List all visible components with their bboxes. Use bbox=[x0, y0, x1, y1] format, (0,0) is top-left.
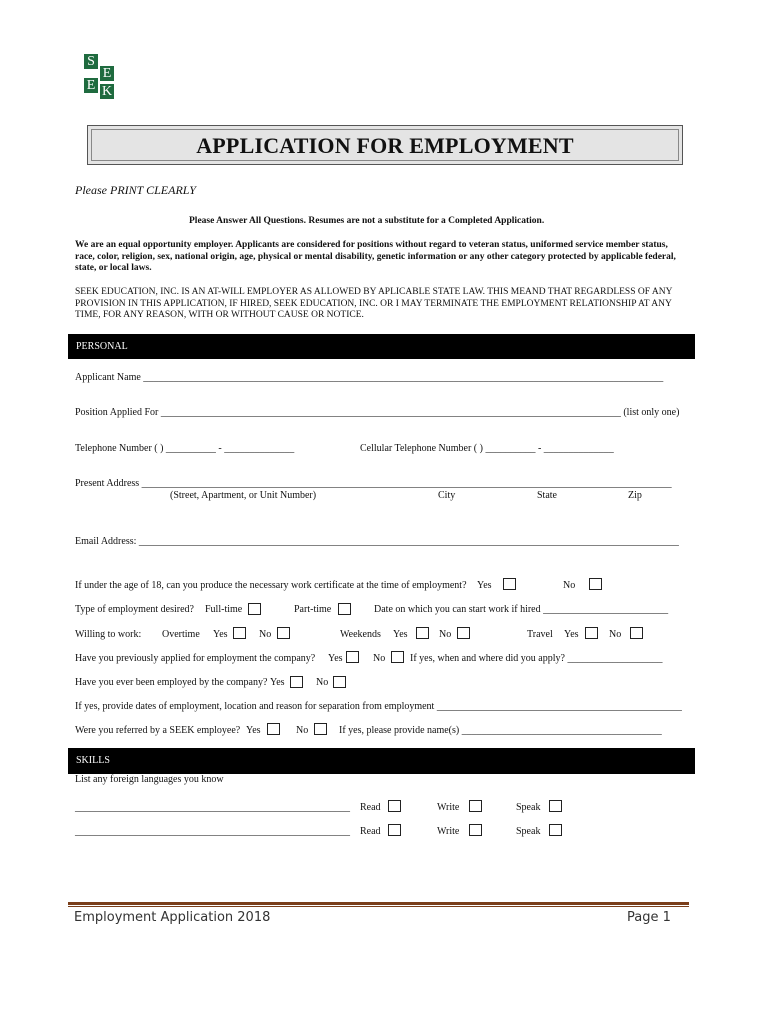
under-18-no-checkbox[interactable] bbox=[589, 578, 602, 590]
print-note: Please PRINT CLEARLY bbox=[75, 183, 196, 197]
applied-before-no-label: No bbox=[373, 653, 386, 664]
write-label-1: Write bbox=[437, 802, 460, 813]
employment-type-label: Type of employment desired? bbox=[75, 604, 194, 615]
weekends-no-label: No bbox=[439, 629, 452, 640]
write-checkbox-1[interactable] bbox=[469, 800, 482, 812]
logo-letter-s: S bbox=[84, 54, 98, 69]
write-checkbox-2[interactable] bbox=[469, 824, 482, 836]
logo-letter-e2: E bbox=[84, 78, 98, 93]
applied-before-yes-checkbox[interactable] bbox=[346, 651, 359, 663]
speak-checkbox-1[interactable] bbox=[549, 800, 562, 812]
read-label-2: Read bbox=[360, 826, 381, 837]
logo-letter-k: K bbox=[101, 84, 113, 99]
footer-rule-thick bbox=[68, 902, 689, 905]
referred-no-checkbox[interactable] bbox=[314, 723, 327, 735]
start-date-field[interactable]: Date on which you can start work if hired _________________________ bbox=[374, 604, 669, 615]
footer-rule-thin bbox=[68, 906, 689, 907]
weekends-yes-label: Yes bbox=[393, 629, 408, 640]
address-sub-street: (Street, Apartment, or Unit Number) bbox=[170, 490, 317, 501]
applied-before-yes-label: Yes bbox=[328, 653, 343, 664]
footer-title: Employment Application 2018 bbox=[74, 910, 271, 925]
answer-note: Please Answer All Questions. Resumes are not a substitute for a Completed Application. bbox=[189, 216, 545, 226]
overtime-yes-label: Yes bbox=[213, 629, 228, 640]
title-box bbox=[87, 125, 683, 165]
section-header-personal: PERSONAL bbox=[68, 334, 695, 359]
employment-details-field[interactable]: If yes, provide dates of employment, location and reason for separation from employment _________________________________________________ bbox=[75, 701, 682, 712]
overtime-yes-checkbox[interactable] bbox=[233, 627, 246, 639]
referred-question: Were you referred by a SEEK employee? bbox=[75, 725, 241, 736]
telephone-field[interactable]: Telephone Number ( ) __________ - ______________ bbox=[75, 443, 295, 454]
read-checkbox-1[interactable] bbox=[388, 800, 401, 812]
travel-yes-checkbox[interactable] bbox=[585, 627, 598, 639]
referred-yes-label: Yes bbox=[246, 725, 261, 736]
referred-no-label: No bbox=[296, 725, 309, 736]
under-18-question: If under the age of 18, can you produce the necessary work certificate at the time of employment? bbox=[75, 580, 467, 591]
applied-when-field[interactable]: If yes, when and where did you apply? ___________________ bbox=[410, 653, 663, 664]
languages-prompt: List any foreign languages you know bbox=[75, 774, 224, 785]
employed-before-yes-label: Yes bbox=[270, 677, 285, 688]
language-line-2[interactable]: _______________________________________________________ bbox=[75, 826, 350, 837]
employed-before-yes-checkbox[interactable] bbox=[290, 676, 303, 688]
applicant-name-field[interactable]: Applicant Name ________________________________________________________________________________________________________ bbox=[75, 372, 664, 383]
overtime-label: Overtime bbox=[162, 629, 200, 640]
write-label-2: Write bbox=[437, 826, 460, 837]
under-18-yes-checkbox[interactable] bbox=[503, 578, 516, 590]
logo-letter-e1: E bbox=[100, 66, 114, 81]
speak-checkbox-2[interactable] bbox=[549, 824, 562, 836]
eeo-statement: We are an equal opportunity employer. Applicants are considered for positions without regard to veteran status, uniformed service member status, race, color, religion, sex, national origin, age, physical or mental disability, genetic information or any other category protected by applicable federal, state, or local laws. bbox=[75, 240, 676, 273]
address-sub-state: State bbox=[537, 490, 557, 501]
part-time-label: Part-time bbox=[294, 604, 332, 615]
cellular-field[interactable]: Cellular Telephone Number ( ) __________ - ______________ bbox=[360, 443, 614, 454]
section-header-skills: SKILLS bbox=[68, 748, 695, 774]
travel-label: Travel bbox=[527, 629, 553, 640]
speak-label-2: Speak bbox=[516, 826, 541, 837]
willing-label: Willing to work: bbox=[75, 629, 142, 640]
referred-yes-checkbox[interactable] bbox=[267, 723, 280, 735]
applied-before-no-checkbox[interactable] bbox=[391, 651, 404, 663]
speak-label-1: Speak bbox=[516, 802, 541, 813]
travel-no-label: No bbox=[609, 629, 622, 640]
full-time-checkbox[interactable] bbox=[248, 603, 261, 615]
at-will-statement: SEEK EDUCATION, INC. IS AN AT-WILL EMPLOYER AS ALLOWED BY APLICABLE STATE LAW. THIS MEAND THAT REGARDLESS OF ANY PROVISION IN THIS APPLICATION, IF HIRED, SEEK EDUCATION, INC. OR I MAY TERMINATE THE EMPLOYMENT RELATIONSHIP AT ANY TIME, FOR ANY REASON, WITH OR WITHOUT CAUSE OR NOTICE. bbox=[75, 287, 673, 320]
read-label-1: Read bbox=[360, 802, 381, 813]
full-time-label: Full-time bbox=[205, 604, 243, 615]
address-field[interactable]: Present Address __________________________________________________________________________________________________________ bbox=[75, 478, 672, 489]
overtime-no-label: No bbox=[259, 629, 272, 640]
language-line-1[interactable]: _______________________________________________________ bbox=[75, 802, 350, 813]
position-applied-field[interactable]: Position Applied For ____________________________________________________________________________________________ (list only one) bbox=[75, 407, 680, 418]
overtime-no-checkbox[interactable] bbox=[277, 627, 290, 639]
referral-names-field[interactable]: If yes, please provide name(s) ________________________________________ bbox=[339, 725, 662, 736]
travel-no-checkbox[interactable] bbox=[630, 627, 643, 639]
read-checkbox-2[interactable] bbox=[388, 824, 401, 836]
page-title: APPLICATION FOR EMPLOYMENT bbox=[196, 133, 574, 158]
address-sub-zip: Zip bbox=[628, 490, 642, 501]
weekends-no-checkbox[interactable] bbox=[457, 627, 470, 639]
employed-before-no-checkbox[interactable] bbox=[333, 676, 346, 688]
address-sub-city: City bbox=[438, 490, 456, 501]
weekends-yes-checkbox[interactable] bbox=[416, 627, 429, 639]
applied-before-question: Have you previously applied for employment the company? bbox=[75, 653, 316, 664]
email-field[interactable]: Email Address: ____________________________________________________________________________________________________________ bbox=[75, 536, 679, 547]
under-18-no-label: No bbox=[563, 580, 576, 591]
employed-before-question: Have you ever been employed by the company? bbox=[75, 677, 268, 688]
part-time-checkbox[interactable] bbox=[338, 603, 351, 615]
travel-yes-label: Yes bbox=[564, 629, 579, 640]
weekends-label: Weekends bbox=[340, 629, 381, 640]
page-number: Page 1 bbox=[627, 910, 671, 925]
employed-before-no-label: No bbox=[316, 677, 329, 688]
under-18-yes-label: Yes bbox=[477, 580, 492, 591]
